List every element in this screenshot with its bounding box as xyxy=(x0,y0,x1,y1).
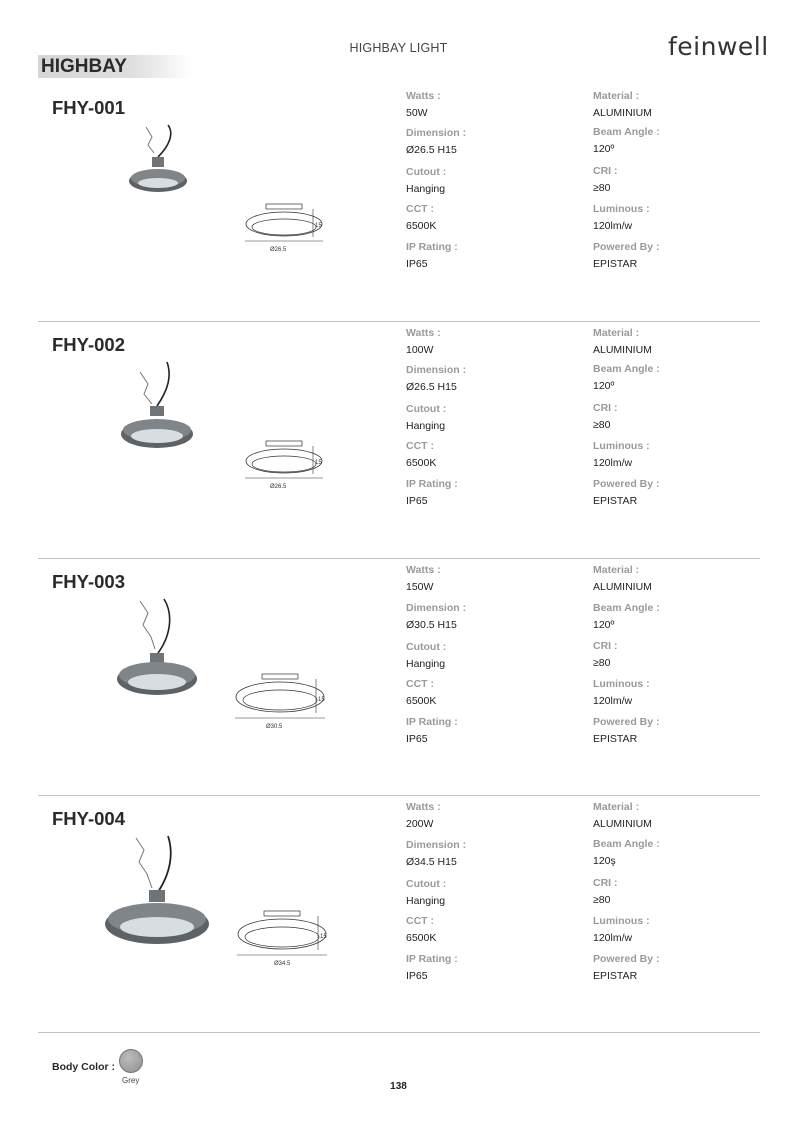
spec-ip: IP Rating : IP65 xyxy=(406,241,458,270)
product-block xyxy=(0,564,797,804)
spec-dimension: Dimension : Ø30.5 H15 xyxy=(406,602,467,631)
spec-cri: CRI : ≥80 xyxy=(593,877,618,906)
section-title: HIGHBAY xyxy=(41,56,127,77)
spec-material: Material : ALUMINIUM xyxy=(593,801,652,830)
spec-beam: Beam Angle : 120º xyxy=(593,126,660,155)
spec-beam: Beam Angle : 120º xyxy=(593,602,660,631)
spec-powered: Powered By : EPISTAR xyxy=(593,478,660,507)
product-block xyxy=(0,90,797,330)
spec-cri: CRI : ≥80 xyxy=(593,402,618,431)
lamp-image xyxy=(112,360,202,455)
spec-material: Material : ALUMINIUM xyxy=(593,564,652,593)
divider xyxy=(38,795,760,796)
product-model: FHY-003 xyxy=(52,571,126,592)
drawing-height: 15 xyxy=(315,460,322,466)
drawing-height: 15 xyxy=(318,697,325,703)
page-number: 138 xyxy=(390,1081,407,1092)
spec-cct: CCT : 6500K xyxy=(406,203,437,232)
spec-cutout: Cutout : Hanging xyxy=(406,166,447,195)
spec-dimension: Dimension : Ø26.5 H15 xyxy=(406,127,467,156)
spec-material: Material : ALUMINIUM xyxy=(593,327,652,356)
spec-luminous: Luminous : 120lm/w xyxy=(593,915,650,944)
spec-luminous: Luminous : 120lm/w xyxy=(593,203,650,232)
spec-beam: Beam Angle : 120º xyxy=(593,363,660,392)
drawing-diameter: Ø34.5 xyxy=(274,961,291,967)
spec-beam: Beam Angle : 120ş xyxy=(593,838,660,867)
spec-dimension: Dimension : Ø26.5 H15 xyxy=(406,364,467,393)
drawing-diameter: Ø30.5 xyxy=(266,724,283,730)
spec-cri: CRI : ≥80 xyxy=(593,640,618,669)
spec-cutout: Cutout : Hanging xyxy=(406,641,447,670)
spec-cct: CCT : 6500K xyxy=(406,915,437,944)
product-model: FHY-002 xyxy=(52,334,126,355)
divider xyxy=(38,558,760,559)
spec-ip: IP Rating : IP65 xyxy=(406,478,458,507)
drawing-height: 15 xyxy=(320,934,327,940)
lamp-image xyxy=(118,123,198,198)
color-swatch xyxy=(119,1049,143,1073)
dimension-drawing xyxy=(230,671,330,735)
product-model: FHY-001 xyxy=(52,97,126,118)
dimension-drawing xyxy=(240,201,330,257)
drawing-height: 15 xyxy=(315,223,322,229)
spec-ip: IP Rating : IP65 xyxy=(406,716,458,745)
spec-ip: IP Rating : IP65 xyxy=(406,953,458,982)
divider xyxy=(38,1032,760,1033)
divider xyxy=(38,321,760,322)
spec-powered: Powered By : EPISTAR xyxy=(593,241,660,270)
spec-luminous: Luminous : 120lm/w xyxy=(593,678,650,707)
product-block xyxy=(0,801,797,1041)
spec-material: Material : ALUMINIUM xyxy=(593,90,652,119)
lamp-image xyxy=(100,834,215,949)
spec-cct: CCT : 6500K xyxy=(406,678,437,707)
spec-cct: CCT : 6500K xyxy=(406,440,437,469)
body-color-label: Body Color : xyxy=(52,1061,115,1073)
spec-dimension: Dimension : Ø34.5 H15 xyxy=(406,839,467,868)
dimension-drawing xyxy=(240,438,330,494)
spec-cri: CRI : ≥80 xyxy=(593,165,618,194)
dimension-drawing xyxy=(232,908,332,972)
drawing-diameter: Ø26.5 xyxy=(270,484,287,490)
spec-watts: Watts : 50W xyxy=(406,90,441,119)
spec-watts: Watts : 150W xyxy=(406,564,441,593)
color-name: Grey xyxy=(122,1076,140,1085)
product-model: FHY-004 xyxy=(52,808,126,829)
drawing-diameter: Ø26.5 xyxy=(270,247,287,253)
brand-logo: feinwell xyxy=(668,32,769,61)
lamp-image xyxy=(110,597,205,702)
spec-watts: Watts : 200W xyxy=(406,801,441,830)
spec-cutout: Cutout : Hanging xyxy=(406,403,447,432)
spec-powered: Powered By : EPISTAR xyxy=(593,953,660,982)
header-title: HIGHBAY LIGHT xyxy=(349,41,448,55)
spec-luminous: Luminous : 120lm/w xyxy=(593,440,650,469)
spec-cutout: Cutout : Hanging xyxy=(406,878,447,907)
spec-watts: Watts : 100W xyxy=(406,327,441,356)
spec-powered: Powered By : EPISTAR xyxy=(593,716,660,745)
product-block xyxy=(0,327,797,567)
